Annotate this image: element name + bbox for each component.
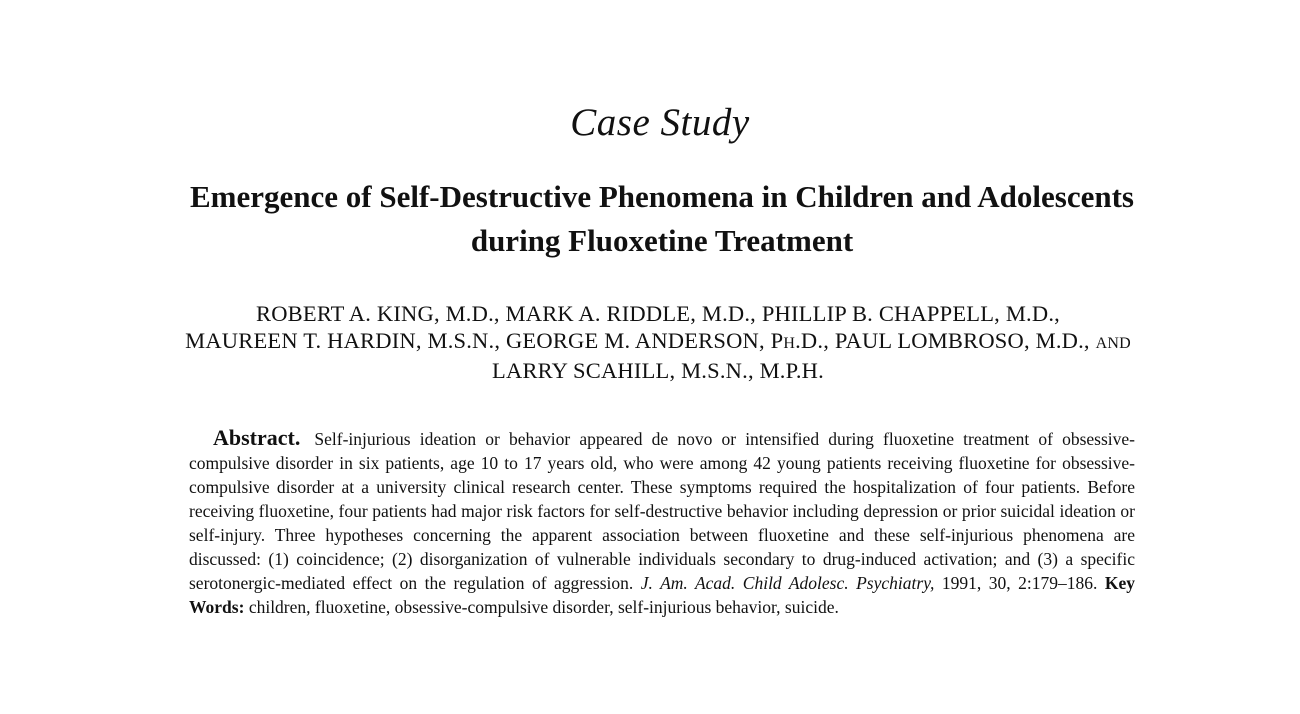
citation: 1991, 30, 2:179–186. [941, 573, 1098, 593]
author-line-2 [0, 327, 1300, 357]
abstract-paragraph [189, 426, 1135, 619]
article-title-line-1: Emergence of Self-Destructive Phenomena in Children and Adolescents [190, 179, 1134, 214]
author-list [0, 300, 1300, 384]
author-line-1: ROBERT A. KING, M.D., MARK A. RIDDLE, M.D., PHILLIP B. CHAPPELL, M.D., [256, 301, 1060, 326]
author-line-3: LARRY SCAHILL, M.S.N., M.P.H. [492, 358, 824, 383]
journal-name: J. Am. Acad. Child Adolesc. Psychiatry, [640, 573, 935, 593]
author-line-2-part-b: .D., PAUL LOMBROSO, M.D., [795, 328, 1096, 353]
keywords-label: Key Words: [189, 573, 1135, 617]
author-line-2-part-a: MAUREEN T. HARDIN, M.S.N., GEORGE M. ANDERSON, P [185, 328, 784, 353]
abstract-label: Abstract. [213, 425, 301, 450]
keywords: children, fluoxetine, obsessive-compulsive disorder, self-injurious behavior, suicide. [248, 597, 839, 617]
abstract-body: Self-injurious ideation or behavior appeared de novo or intensified during fluoxetine treatment of obsessive-compulsive disorder in six patients, age 10 to 17 years old, who were among 42 young patients receiving fluoxetine for obsessive-compulsive disorder at a university clinical research center. These symptoms required the hospitalization of four patients. Before receiving fluoxetine, four patients had major risk factors for self-destructive behavior including depression or prior suicidal ideation or self-injury. Three hypotheses concerning the apparent association between fluoxetine and these self-injurious phenomena are discussed: (1) coincidence; (2) disorganization of vulnerable individuals secondary to drug-induced activation; and (3) a specific serotonergic-mediated effect on the regulation of aggression. [189, 429, 1135, 593]
article-title-line-2: during Fluoxetine Treatment [470, 223, 854, 258]
section-label: Case Study [570, 101, 750, 144]
author-line-2-and: AND [1095, 335, 1131, 352]
author-line-2-degree-smallcaps: H [783, 335, 796, 352]
article-title [0, 175, 1300, 263]
